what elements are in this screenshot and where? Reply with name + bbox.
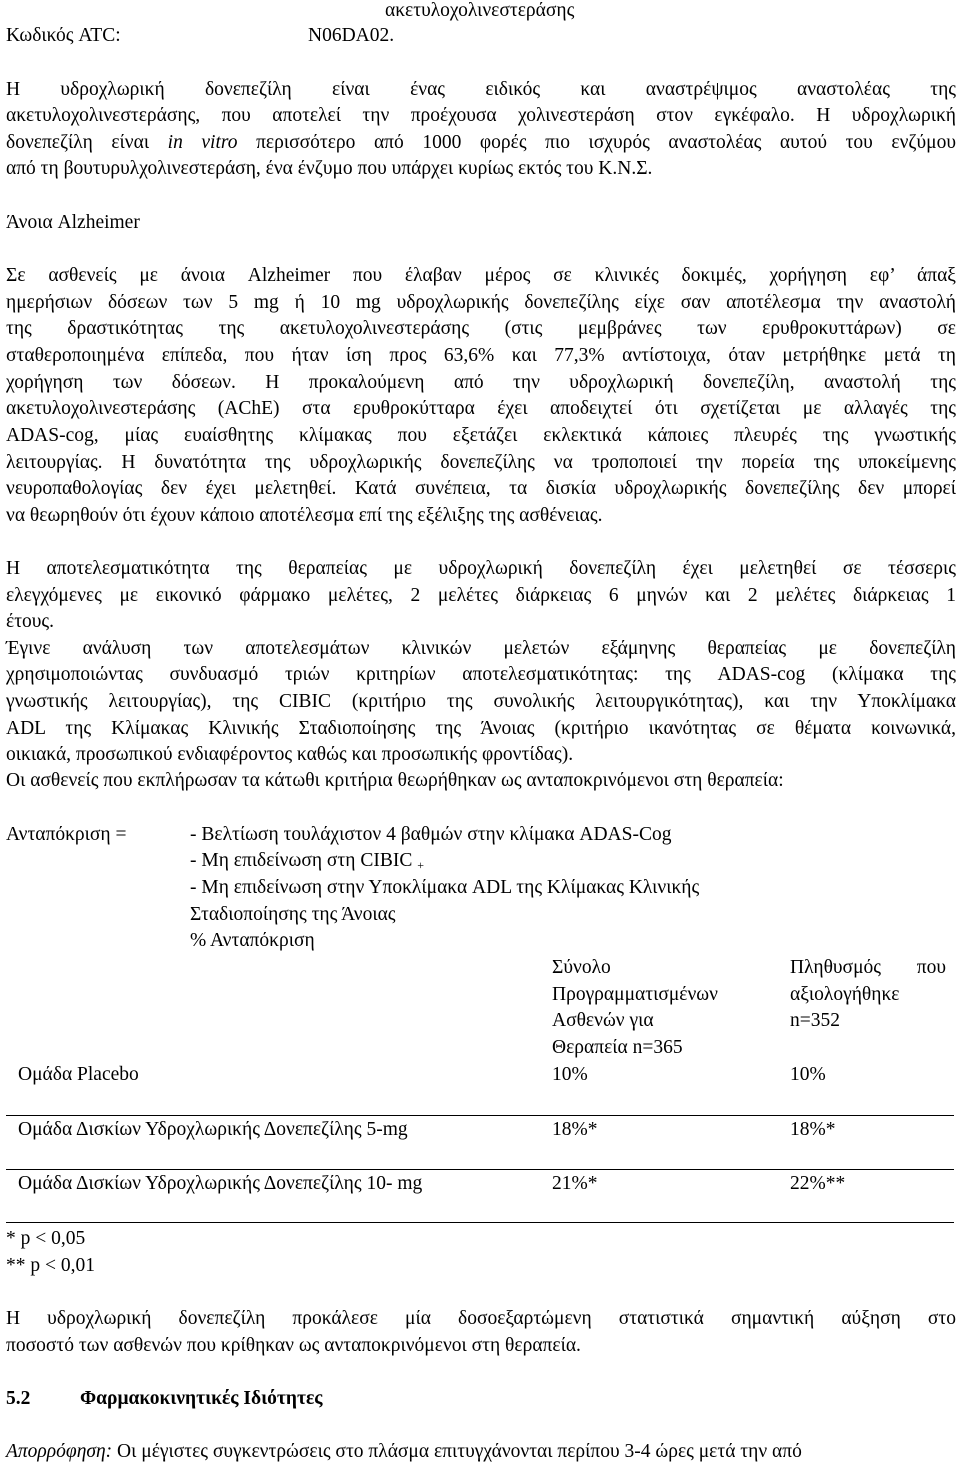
in-vitro-term: in vitro [167,132,238,153]
paragraph-line: ADL της Κλίμακας Κλινικής Σταδιοποίησης της Άνοιας (κριτήριο ικανότητας σε θέματα κοινωνικά, [6,718,956,739]
absorption-text: Οι μέγιστες συγκεντρώσεις στο πλάσμα επιτυγχάνονται περίπου 3-4 ώρες μετά την από [112,1441,802,1462]
absorption-label: Απορρόφηση: [6,1441,113,1462]
criterion-text: - Μη επιδείνωση στη CIBIC [190,850,413,871]
paragraph-line: χρησιμοποιώντας συνδυασμό τριών κριτηρίων αποτελεσματικότητας: της ADAS-cog (κλίμακα της [6,664,956,685]
criterion-subscript: + [417,858,425,872]
paragraph-line: σταθεροποιημένα επίπεδα, που ήταν ίση προς 63,6% και 77,3% αντίστοιχα, όταν μετρήθηκε μετά τη [6,345,956,366]
paragraph-line: νευροπαθολογίας δεν έχει μελετηθεί. Κατά συνέπεια, τα δισκία υδροχλωρικής δονεπεζίλης δεν μπορεί [6,478,956,499]
paragraph-line: οικιακά, προσωπικού ενδιαφέροντος καθώς και προσωπικής φροντίδας). [6,744,574,765]
paragraph-line: Οι ασθενείς που εκπλήρωσαν τα κάτωθι κριτήρια θεωρήθηκαν ως ανταποκρινόμενοι στη θεραπεία: [6,770,784,791]
atc-code: N06DA02. [308,25,395,46]
response-criterion: - Βελτίωση τουλάχιστον 4 βαθμών στην κλίμακα ADAS-Cog [190,824,672,845]
table-title: % Ανταπόκριση [190,930,315,951]
paragraph-line: να θεωρηθούν ότι έχουν κάποιο αποτέλεσμα επί της εξέλιξης της ασθένειας. [6,505,603,526]
paragraph-line: ημερήσιων δόσεων των 5 mg ή 10 mg υδροχλωρικής δονεπεζίλης είχε σαν αποτέλεσμα την αναστολή [6,292,956,313]
intro-line: Η υδροχλωρική δονεπεζίλη είναι ένας ειδικός και αναστρέψιμος αναστολέας της [6,79,956,100]
footnote: * p < 0,05 [6,1228,86,1249]
table-row-group: Ομάδα Δισκίων Υδροχλωρικής Δονεπεζίλης 10- mg [18,1173,423,1194]
intro-line: από τη βουτυρυλχολινεστεράση, ένα ένζυμο που υπάρχει κυρίως εκτός του Κ.Ν.Σ. [6,158,653,179]
absorption-line [6,1439,802,1466]
table-header-cell: Πληθυσμός που [790,957,946,978]
section-heading-pharmacokinetics: Φαρμακοκινητικές Ιδιότητες [80,1388,323,1409]
table-header-cell: Προγραμματισμένων [552,984,718,1005]
table-divider [6,1222,954,1223]
section-heading-alzheimer: Άνοια Alzheimer [6,212,140,233]
paragraph-line: γνωστικής λειτουργίας), της CIBIC (κριτήριο της συνολικής λειτουργικότητας), και την Υποκλίμακα [6,691,956,712]
response-criterion: Σταδιοποίησης της Άνοιας [190,904,396,925]
table-cell-evaluable: 22%** [790,1173,846,1194]
intro-line [6,130,956,157]
table-row-group: Ομάδα Δισκίων Υδροχλωρικής Δονεπεζίλης 5-mg [18,1119,408,1140]
table-cell-evaluable: 18%* [790,1119,836,1140]
response-criterion [190,848,424,879]
table-header-cell: Σύνολο [552,957,611,978]
paragraph-line: Έγινε ανάλυση των αποτελεσμάτων κλινικών μελετών εξάμηνης θεραπείας με δονεπεζίλη [6,638,956,659]
response-criterion: - Μη επιδείνωση στην Υποκλίμακα ADL της Κλίμακας Κλινικής [190,877,700,898]
footnote: ** p < 0,01 [6,1255,95,1276]
intro-line: ακετυλοχολινεστεράσης, που αποτελεί την προέχουσα χολινεστεράση στον εγκέφαλο. Η υδροχλωρική [6,105,956,126]
table-cell-itt: 10% [552,1064,588,1085]
table-divider [6,1115,954,1116]
paragraph-line: Η αποτελεσματικότητα της θεραπείας με υδροχλωρική δονεπεζίλη έχει μελετηθεί σε τέσσερις [6,558,956,579]
table-header-cell: αξιολογήθηκε [790,984,900,1005]
intro-text: δονεπεζίλη είναι [6,132,168,153]
paragraph-line: ADAS-cog, μίας ευαίσθητης κλίμακας που εξετάζει εκλεκτικά κάποιες πλευρές της γνωστικής [6,425,956,446]
paragraph-line: ελεγχόμενες με εικονικό φάρμακο μελέτες, 2 μελέτες διάρκειας 6 μηνών και 2 μελέτες διάρκειας 1 [6,585,956,606]
response-label: Ανταπόκριση = [6,824,127,845]
section-number: 5.2 [6,1388,31,1409]
table-cell-itt: 21%* [552,1173,598,1194]
intro-text: περισσότερο από 1000 φορές πιο ισχυρός αναστολέας αυτού του ενζύμου [237,132,956,153]
table-divider [6,1169,954,1170]
paragraph-line: της δραστικότητας της ακετυλοχολινεστεράσης (στις μεμβράνες των ερυθροκυττάρων) σε [6,318,956,339]
conclusion-line: Η υδροχλωρική δονεπεζίλη προκάλεσε μία δοσοεξαρτώμενη στατιστικά σημαντική αύξηση στο [6,1308,956,1329]
table-header-cell: Ασθενών για [552,1010,654,1031]
conclusion-line: ποσοστό των ασθενών που κρίθηκαν ως ανταποκρινόμενοι στη θεραπεία. [6,1335,581,1356]
paragraph-line: Σε ασθενείς με άνοια Alzheimer που έλαβαν μέρος σε κλινικές δοκιμές, χορήγηση εφ’ άπαξ [6,265,956,286]
paragraph-line: έτους. [6,611,55,632]
paragraph-line: λειτουργίας. Η δυνατότητα της υδροχλωρικής δονεπεζίλης να τροποποιεί την πορεία της υποκείμενης [6,452,956,473]
header-fragment: ακετυλοχολινεστεράσης [385,0,575,21]
paragraph-line: χορήγηση των δόσεων. Η προκαλούμενη από την υδροχλωρική δονεπεζίλη, αναστολή της [6,372,956,393]
table-cell-itt: 18%* [552,1119,598,1140]
table-header-cell: Θεραπεία n=365 [552,1037,683,1058]
table-row-group: Ομάδα Placebo [18,1064,139,1085]
paragraph-line: ακετυλοχολινεστεράσης (AChE) στα ερυθροκύτταρα έχει αποδειχτεί ότι σχετίζεται με αλλαγές της [6,398,956,419]
table-header-cell: n=352 [790,1010,840,1031]
atc-label: Κωδικός ATC: [6,25,121,46]
table-cell-evaluable: 10% [790,1064,826,1085]
